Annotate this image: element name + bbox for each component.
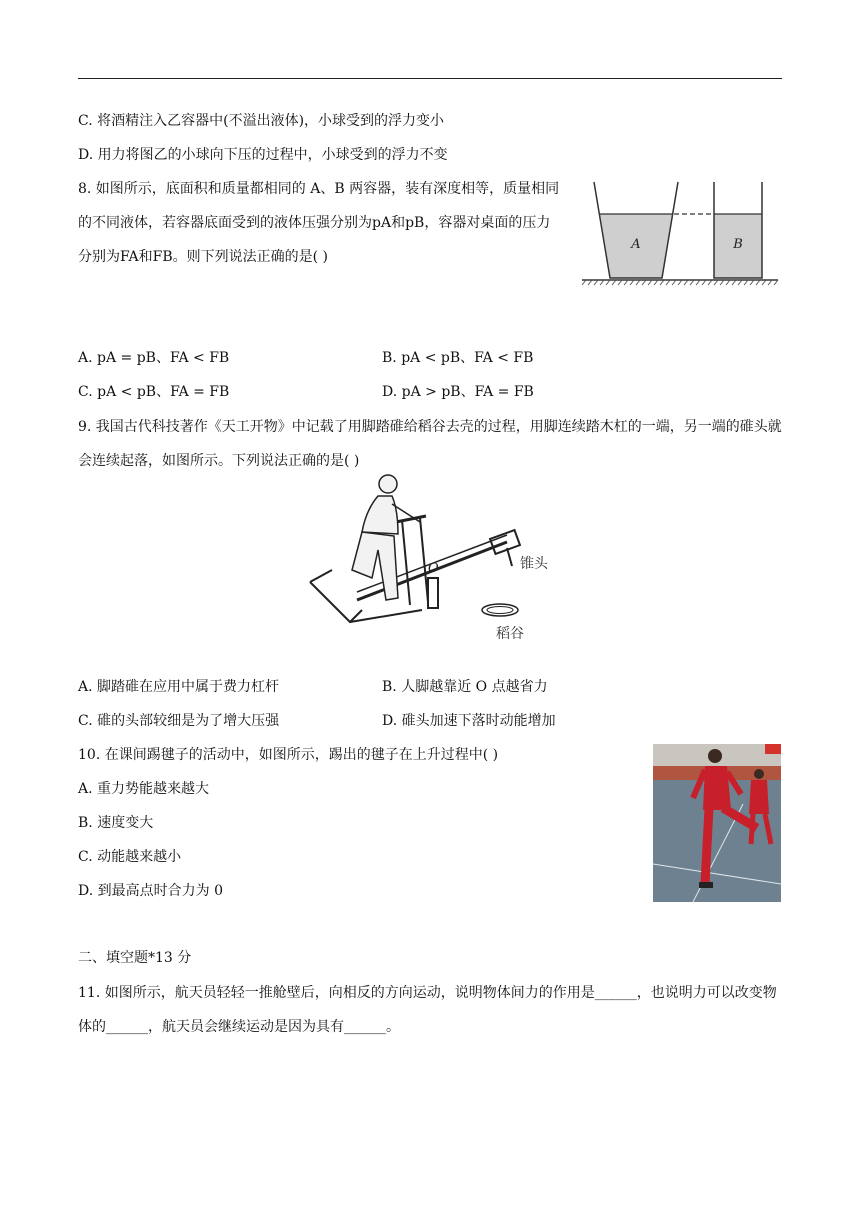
header-rule [78, 78, 782, 79]
head-label: 锥头 [520, 556, 548, 572]
q10-shuttlecock-photo [653, 744, 781, 902]
q10-option-c: C. 动能越来越小 [78, 849, 182, 865]
q10-option-a: A. 重力势能越来越大 [78, 781, 210, 797]
q8-option-d: D. pA > pB、FA = FB [382, 384, 534, 400]
q9-treadle-figure [302, 470, 562, 648]
q9-option-c: C. 碓的头部较细是为了增大压强 [78, 713, 280, 729]
q10-stem: 10. 在课间踢毽子的活动中，如图所示，踢出的毽子在上升过程中( ) [78, 747, 499, 763]
q10-option-b: B. 速度变大 [78, 815, 154, 831]
q9-option-d: D. 碓头加速下落时动能增加 [382, 713, 556, 729]
container-a-label: A [631, 237, 641, 252]
q9-option-a: A. 脚踏碓在应用中属于费力杠杆 [78, 679, 280, 695]
q8-container-figure [580, 178, 780, 288]
q8-option-a: A. pA = pB、FA < FB [78, 350, 230, 366]
q9-stem: 9. 我国古代科技著作《天工开物》中记载了用脚踏碓给稻谷去壳的过程，用脚连续踏木杠的一端，另一端的碓头就会连续起落，如图所示。下列说法正确的是( ) [78, 419, 782, 469]
q9-option-b: B. 人脚越靠近 O 点越省力 [382, 679, 548, 695]
q10-option-d: D. 到最高点时合力为 0 [78, 883, 223, 899]
q7-option-c: C. 将酒精注入乙容器中(不溢出液体)，小球受到的浮力变小 [78, 113, 445, 129]
q8-option-c: C. pA < pB、FA = FB [78, 384, 230, 400]
rice-label: 稻谷 [496, 626, 524, 642]
q8-stem: 8. 如图所示，底面积和质量都相同的 A、B 两容器，装有深度相等，质量相同的不同液体，若容器底面受到的液体压强分别为pA和pB，容器对桌面的压力分别为FA和FB。则下列说法正确的是( ) [78, 181, 560, 265]
person-figure [352, 475, 420, 600]
container-b-label: B [733, 237, 743, 252]
section-2-title: 二、填空题*13 分 [78, 950, 192, 966]
q7-option-d: D. 用力将图乙的小球向下压的过程中，小球受到的浮力不变 [78, 147, 448, 163]
q11-stem: 11. 如图所示，航天员轻轻一推舱壁后，向相反的方向运动，说明物体间力的作用是______，也说明力可以改变物体的______，航天员会继续运动是因为具有______。 [78, 985, 777, 1035]
q8-option-b: B. pA < pB、FA < FB [382, 350, 534, 366]
pivot-label: O [428, 561, 439, 576]
